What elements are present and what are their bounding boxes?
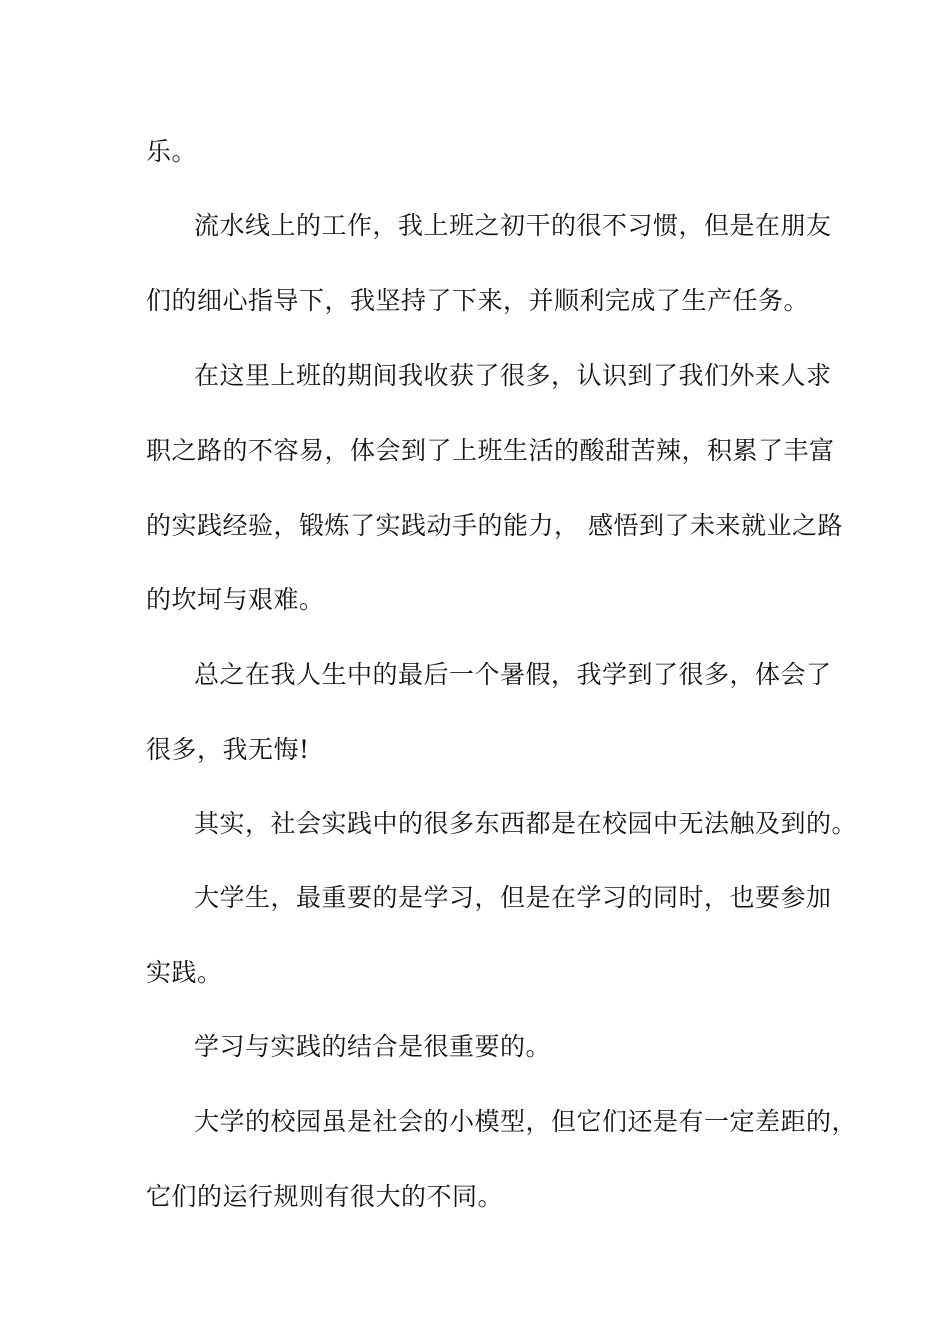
text-line-8: 总之在我人生中的最后一个暑假，我学到了很多，体会了 (194, 660, 832, 689)
text-line-12: 实践。 (146, 958, 223, 987)
text-line-7: 的坎坷与艰难。 (146, 585, 325, 614)
text-line-6: 的实践经验，锻炼了实践动手的能力， 感悟到了未来就业之路 (146, 511, 843, 540)
text-line-9: 很多，我无悔! (146, 735, 310, 764)
text-line-15: 它们的运行规则有很大的不同。 (146, 1182, 504, 1211)
text-line-3: 们的细心指导下，我坚持了下来，并顺利完成了生产任务。 (146, 286, 810, 315)
text-line-10: 其实，社会实践中的很多东西都是在校园中无法触及到的。 (194, 809, 858, 838)
text-line-4: 在这里上班的期间我收获了很多，认识到了我们外来人求 (194, 361, 832, 390)
text-line-14: 大学的校园虽是社会的小模型，但它们还是有一定差距的， (194, 1107, 858, 1136)
text-line-5: 职之路的不容易，体会到了上班生活的酸甜苦辣，积累了丰富 (146, 436, 835, 465)
text-line-11: 大学生，最重要的是学习，但是在学习的同时，也要参加 (194, 883, 832, 912)
text-line-13: 学习与实践的结合是很重要的。 (194, 1032, 552, 1061)
text-line-1: 乐。 (146, 137, 198, 166)
text-line-2: 流水线上的工作，我上班之初干的很不习惯，但是在朋友 (194, 211, 832, 240)
